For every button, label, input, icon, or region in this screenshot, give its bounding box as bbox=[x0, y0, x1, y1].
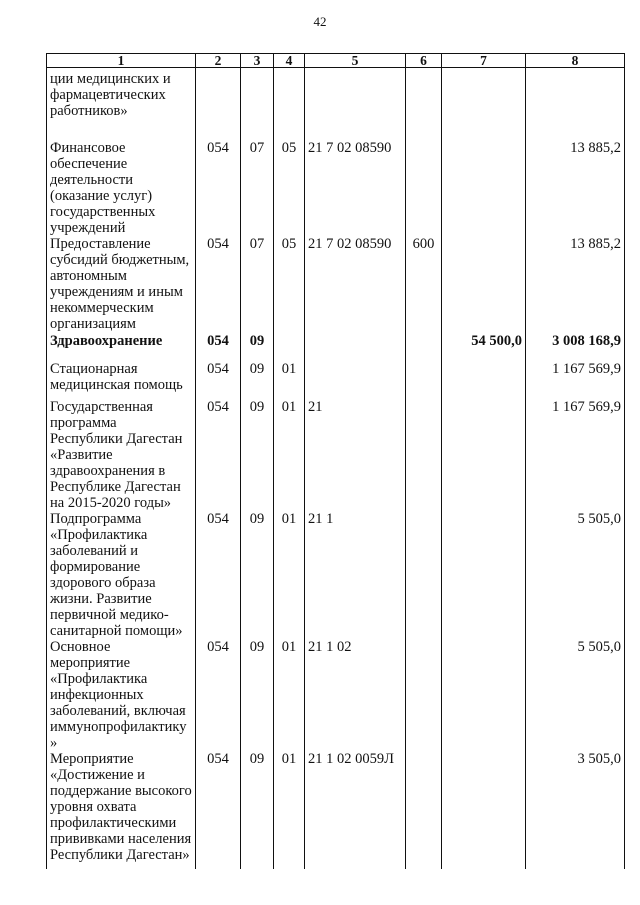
cell-c4 bbox=[274, 68, 305, 140]
cell-c2: 054 bbox=[196, 399, 241, 511]
table-row bbox=[47, 751, 625, 869]
cell-c6 bbox=[406, 399, 442, 511]
cell-c4: 01 bbox=[274, 639, 305, 751]
row-name: Подпрограмма «Профилактика заболеваний и формирование здорового образа жизни. Развитие первичной медико-санитарной помощи» bbox=[47, 511, 196, 639]
row-name: Мероприятие «Достижение и поддержание высокого уровня охвата профилактическими прививками населения Республики Дагестан» bbox=[47, 751, 196, 869]
table-row bbox=[47, 361, 625, 399]
table-row bbox=[47, 511, 625, 639]
cell-c5: 21 1 02 0059Л bbox=[305, 751, 406, 869]
cell-c8: 13 885,2 bbox=[526, 236, 625, 333]
cell-c2: 054 bbox=[196, 333, 241, 361]
row-name: Предоставление субсидий бюджетным, автономным учреждениям и иным некоммерческим организациям bbox=[47, 236, 196, 333]
cell-c5: 21 bbox=[305, 399, 406, 511]
cell-c3: 09 bbox=[241, 333, 274, 361]
header-row bbox=[47, 54, 625, 68]
cell-c7 bbox=[442, 68, 526, 140]
cell-c2: 054 bbox=[196, 511, 241, 639]
cell-c6 bbox=[406, 140, 442, 236]
cell-c5: 21 1 02 bbox=[305, 639, 406, 751]
cell-c2: 054 bbox=[196, 361, 241, 399]
cell-c7: 54 500,0 bbox=[442, 333, 526, 361]
cell-c3: 07 bbox=[241, 236, 274, 333]
table-row bbox=[47, 333, 625, 361]
cell-c6 bbox=[406, 751, 442, 869]
cell-c7 bbox=[442, 511, 526, 639]
page-number: 42 bbox=[313, 14, 327, 29]
cell-c4: 01 bbox=[274, 751, 305, 869]
cell-c6: 600 bbox=[406, 236, 442, 333]
cell-c5: 21 1 bbox=[305, 511, 406, 639]
cell-c8: 1 167 569,9 bbox=[526, 399, 625, 511]
table-row bbox=[47, 399, 625, 511]
cell-c6 bbox=[406, 361, 442, 399]
row-name: Стационарная медицинская помощь bbox=[47, 361, 196, 399]
cell-c6 bbox=[406, 68, 442, 140]
cell-c2: 054 bbox=[196, 751, 241, 869]
header-col-1: 1 bbox=[47, 54, 196, 68]
cell-c8: 3 008 168,9 bbox=[526, 333, 625, 361]
cell-c8: 5 505,0 bbox=[526, 511, 625, 639]
row-name: Государственная программа Республики Дагестан «Развитие здравоохранения в Республике Дагестан на 2015-2020 годы» bbox=[47, 399, 196, 511]
table-row bbox=[47, 140, 625, 236]
table-row bbox=[47, 236, 625, 333]
header-col-2: 2 bbox=[196, 54, 241, 68]
cell-c3 bbox=[241, 68, 274, 140]
cell-c8: 5 505,0 bbox=[526, 639, 625, 751]
budget-table bbox=[46, 53, 625, 869]
cell-c8 bbox=[526, 68, 625, 140]
cell-c4: 01 bbox=[274, 361, 305, 399]
cell-c5 bbox=[305, 68, 406, 140]
table-row bbox=[47, 68, 625, 140]
cell-c4: 05 bbox=[274, 236, 305, 333]
cell-c2: 054 bbox=[196, 639, 241, 751]
cell-c7 bbox=[442, 361, 526, 399]
cell-c8: 13 885,2 bbox=[526, 140, 625, 236]
cell-c3: 09 bbox=[241, 751, 274, 869]
header-col-6: 6 bbox=[406, 54, 442, 68]
cell-c2: 054 bbox=[196, 236, 241, 333]
cell-c3: 07 bbox=[241, 140, 274, 236]
cell-c6 bbox=[406, 511, 442, 639]
cell-c3: 09 bbox=[241, 511, 274, 639]
row-name: ции медицинских и фармацевтических работников» bbox=[47, 68, 196, 140]
row-name: Здравоохранение bbox=[47, 333, 196, 361]
cell-c7 bbox=[442, 140, 526, 236]
cell-c7 bbox=[442, 639, 526, 751]
cell-c2 bbox=[196, 68, 241, 140]
header-col-3: 3 bbox=[241, 54, 274, 68]
cell-c4: 01 bbox=[274, 399, 305, 511]
row-name: Основное мероприятие «Профилактика инфекционных заболеваний, включая иммунопрофилактику» bbox=[47, 639, 196, 751]
header-col-5: 5 bbox=[305, 54, 406, 68]
cell-c5: 21 7 02 08590 bbox=[305, 236, 406, 333]
table-row bbox=[47, 639, 625, 751]
cell-c8: 1 167 569,9 bbox=[526, 361, 625, 399]
cell-c2: 054 bbox=[196, 140, 241, 236]
cell-c6 bbox=[406, 333, 442, 361]
cell-c6 bbox=[406, 639, 442, 751]
cell-c3: 09 bbox=[241, 399, 274, 511]
cell-c7 bbox=[442, 751, 526, 869]
cell-c7 bbox=[442, 399, 526, 511]
cell-c4 bbox=[274, 333, 305, 361]
cell-c3: 09 bbox=[241, 639, 274, 751]
cell-c5: 21 7 02 08590 bbox=[305, 140, 406, 236]
header-col-7: 7 bbox=[442, 54, 526, 68]
cell-c3: 09 bbox=[241, 361, 274, 399]
cell-c8: 3 505,0 bbox=[526, 751, 625, 869]
cell-c7 bbox=[442, 236, 526, 333]
row-name: Финансовое обеспечение деятельности (оказание услуг) государственных учреждений bbox=[47, 140, 196, 236]
header-col-4: 4 bbox=[274, 54, 305, 68]
cell-c4: 05 bbox=[274, 140, 305, 236]
cell-c5 bbox=[305, 361, 406, 399]
cell-c5 bbox=[305, 333, 406, 361]
header-col-8: 8 bbox=[526, 54, 625, 68]
cell-c4: 01 bbox=[274, 511, 305, 639]
